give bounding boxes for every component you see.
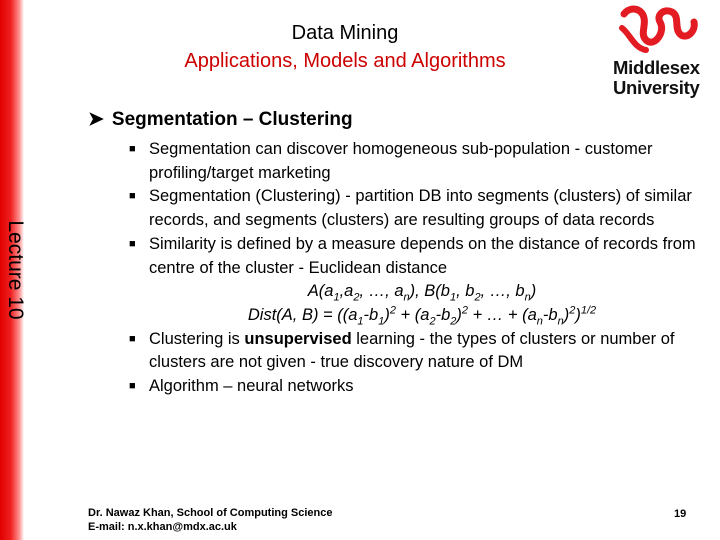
square-bullet-icon: ■ <box>129 380 136 393</box>
slide-content <box>127 138 697 399</box>
slide-title: Data Mining <box>291 22 399 44</box>
list-item: ■ Segmentation can discover homogeneous sub-population - customer profiling/target marketing <box>129 140 653 182</box>
list-item: ■ Algorithm – neural networks <box>127 375 697 399</box>
square-bullet-icon: ■ <box>129 332 136 345</box>
footer-author: Dr. Nawaz Khan, School of Computing Science E-mail: n.x.khan@mdx.ac.uk <box>88 507 333 533</box>
square-bullet-icon: ■ <box>129 237 136 250</box>
logo-ribbon-icon <box>610 4 710 59</box>
section-heading: ➤ Segmentation – Clustering <box>88 109 353 130</box>
slide-subtitle: Applications, Models and Algorithms <box>184 50 506 72</box>
lecture-label: Lecture 10 <box>4 220 27 320</box>
arrow-bullet-icon: ➤ <box>88 109 104 130</box>
formula-points: $A(a_1,a_2$, …, $a_n$), $B(b_1$, $b_2$, …, $b_n$) <box>307 282 537 304</box>
square-bullet-icon: ■ <box>129 143 136 155</box>
university-logo <box>610 4 710 104</box>
list-item: ■ Similarity is defined by a measure depends on the distance of records from centre of the cluster - Euclidean distance <box>129 234 696 277</box>
list-item: ■ Clustering is unsupervised learning - the types of clusters or number of clusters are not given - true discovery nature of DM <box>129 329 675 372</box>
list-item: ■ Segmentation (Clustering) - partition DB into segments (clusters) of similar records, and segments (clusters) are resulting groups of data records <box>129 187 692 230</box>
square-bullet-icon: ■ <box>129 190 136 203</box>
logo-wordmark: Middlesex University <box>613 57 700 98</box>
formula-distance: Dist(A, $B) = ((a_1-b_1)^2 + (a_2-b_2)^2$ + … + $(a_n-b_n)^2)^{1/2}$ <box>247 304 597 328</box>
page-number: 19 <box>674 508 687 520</box>
